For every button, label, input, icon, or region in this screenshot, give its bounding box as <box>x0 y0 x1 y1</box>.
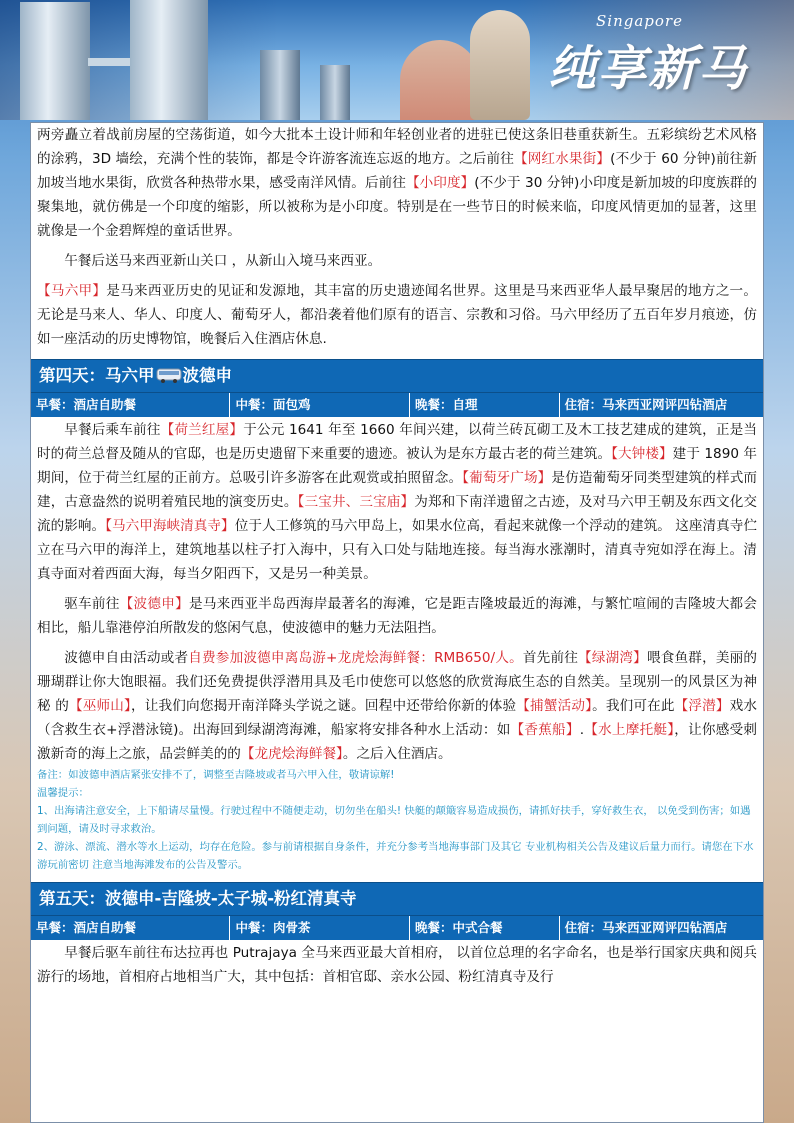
intro-paragraph <box>31 123 763 243</box>
day5-hotel: 住宿：马来西亚网评四钻酒店 <box>564 920 728 935</box>
highlight-text: 【捕蟹活动】 <box>516 698 593 714</box>
day4-title-bar <box>31 359 763 393</box>
body-text: 为郑和下南洋遗留之古迹，及对马六甲王朝及东西文化交流的影响。 <box>37 494 757 534</box>
highlight-text: 自费参加波德申离岛游+龙虎烩海鲜餐：RMB650/人。 <box>188 650 523 666</box>
tips-heading: 温馨提示： <box>37 787 89 799</box>
logo-title: 纯享新马 <box>548 41 749 97</box>
body-text: 建于 1890 年期间，位于荷兰红屋的正前方。总吸引许多游客在此观赏或拍照留念。 <box>37 446 757 486</box>
day4-notes <box>31 766 763 874</box>
bus-icon <box>156 367 182 383</box>
logo-script: Singapore <box>596 12 683 30</box>
hotel-note: 备注：如波德申酒店紧张安排不了，调整至吉隆坡或者马六甲入住，敬请谅解! <box>37 769 395 781</box>
day4-dinner: 晚餐：自理 <box>410 393 560 417</box>
body-text: 位于人工修筑的马六甲岛上，如果水位高，看起来就像一个浮动的建筑。 这座清真寺伫立在马六甲的海洋上，建筑地基以柱子打入海中，只有入口处与陆地连接。每当海水涨潮时，清真寺宛如浮在海上。清真寺面对着西面大海，每当夕阳西下，又是另一种美景。 <box>37 518 758 582</box>
travelers-illustration <box>400 40 480 120</box>
day5-lunch: 中餐：肉骨茶 <box>230 916 410 940</box>
body-text: . <box>579 722 585 738</box>
skybridge-illustration <box>88 58 132 66</box>
highlight-text: 【马六甲海峡清真寺】 <box>105 518 235 534</box>
highlight-text: 【三宝井、三宝庙】 <box>297 494 415 510</box>
building-illustration <box>320 65 350 120</box>
body-text: 是仿造葡萄牙同类型建筑的样式而建，古意盎然的说明着殖民地的演变历史。 <box>37 470 758 510</box>
tower-illustration <box>130 0 208 120</box>
day5-breakfast: 早餐：酒店自助餐 <box>31 916 230 940</box>
tower-illustration <box>20 2 90 120</box>
intro-border-paragraph: 午餐后送马来西亚新山关口 ，从新山入境马来西亚。 <box>64 253 382 269</box>
body-text: 。我们可在此 <box>592 698 675 714</box>
day5-title-bar: 第五天：波德申-吉隆坡-太子城-粉红清真寺 <box>31 882 763 916</box>
body-text: ，让你感受刺激新奇的海上之旅，品尝鲜美的的 <box>37 722 758 762</box>
body-text: 喂食鱼群，美丽的珊瑚群让你大饱眼福。我们还免费提供浮潜用具及毛巾使您可以悠悠的欣赏海底生态的自然美。呈现别一的风景区为神秘 的 <box>37 650 758 714</box>
highlight-text: 【马六甲】 <box>37 283 107 299</box>
body-text: (不少于 60 分钟)前往新加坡当地水果街，欣赏各种热带水果，感受南洋风情。后前往 <box>37 151 758 191</box>
day4-island-tour-paragraph <box>31 646 763 766</box>
highlight-text: 【水上摩托艇】 <box>584 722 675 738</box>
malacca-paragraph <box>31 279 763 351</box>
highlight-text: 【荷兰红屋】 <box>160 422 244 438</box>
highlight-text: 【香蕉船】 <box>510 722 580 738</box>
header-banner <box>0 0 794 120</box>
highlight-text: 【网红水果街】 <box>513 151 611 167</box>
highlight-text: 【波德申】 <box>119 596 189 612</box>
highlight-text: 【大钟楼】 <box>611 446 673 462</box>
body-text: 是马来西亚半岛西海岸最著名的海滩，它是距吉隆坡最近的海滩，与繁忙喧闹的吉隆坡大都会相比，船儿靠港停泊所散发的悠闲气息，使波德申的魅力无法阻挡。 <box>37 596 758 636</box>
itinerary-card <box>30 122 764 1123</box>
highlight-text: 【龙虎烩海鲜餐】 <box>240 746 343 762</box>
building-illustration <box>260 50 300 120</box>
body-text: 早餐后乘车前往 <box>64 422 161 438</box>
day4-title-part1: 第四天：马六甲 <box>39 366 155 385</box>
body-text: 波德申自由活动或者 <box>64 650 189 666</box>
body-text: ，让我们向您揭开南洋降头学说之谜。回程中还带给你新的体验 <box>131 698 517 714</box>
highlight-text: 【绿湖湾】 <box>578 650 647 666</box>
merlion-statue-illustration <box>470 10 530 120</box>
day4-meal-row <box>31 393 763 418</box>
highlight-text: 【浮潜】 <box>674 698 730 714</box>
body-text: 是马来西亚历史的见证和发源地，其丰富的历史遗迹闻名世界。这里是马来西亚华人最早聚居的地方之一。无论是马来人、华人、印度人、葡萄牙人，都沿袭着他们原有的语言、宗教和习俗。马六甲经历了五百年岁月痕迹，仿如一座活动的历史博物馆，晚餐后入住酒店休息. <box>37 283 758 347</box>
day5-dinner: 晚餐：中式合餐 <box>410 916 560 940</box>
safety-tip-2: 2、游泳、漂流、潜水等水上运动，均存在危险。参与前请根据自身条件，并充分参考当地海事部门及其它 专业机构相关公告及建议后量力而行。请您在下水游玩前密切 注意当地海滩发布的公告及警示。 <box>37 841 754 871</box>
body-text: 驱车前往 <box>64 596 120 612</box>
body-text: 首先前往 <box>522 650 579 666</box>
day4-port-dickson-paragraph <box>31 592 763 640</box>
day4-title-part2: 波德申 <box>182 366 232 385</box>
body-text: 。之后入住酒店。 <box>342 746 452 762</box>
day5-putrajaya-paragraph: 早餐后驱车前往布达拉再也 Putrajaya 全马来西亚最大首相府， 以首位总理的名字命名，也是举行国家庆典和阅兵游行的场地，首相府占地相当广大，其中包括：首相官邸、亲水公园、粉红清真寺及行 <box>37 945 757 985</box>
day4-lunch: 中餐：面包鸡 <box>230 393 410 417</box>
safety-tip-1: 1、出海请注意安全，上下船请尽量慢。行驶过程中不随便走动，切勿坐在船头! 快艇的颠簸容易造成损伤，请抓好扶手，穿好救生衣， 以免受到伤害；如遇到问题，请及时寻求救治。 <box>37 805 751 835</box>
highlight-text: 【葡萄牙广场】 <box>462 470 552 486</box>
body-text: 两旁矗立着战前房屋的空荡街道，如今大批本土设计师和年轻创业者的进驻已使这条旧巷重获新生。五彩缤纷艺术风格的涂鸦，3D 墙绘，充满个性的装饰，都是令许游客流连忘返的地方。之后前往 <box>37 127 757 167</box>
day4-malacca-sights-paragraph <box>31 418 763 586</box>
body-text: (不少于 30 分钟)小印度是新加坡的印度族群的聚集地，就仿佛是一个印度的缩影，所以被称为是小印度。特别是在一些节日的时候来临，印度风情更加的显著，这里就像是一个金碧辉煌的童话世界。 <box>37 175 758 239</box>
day4-hotel: 住宿：马来西亚网评四钻酒店 <box>564 397 728 412</box>
day5-meal-row <box>31 916 763 941</box>
body-text: 戏水（含救生衣+浮潜泳镜)。出海回到绿湖湾海滩，船家将安排各种水上活动：如 <box>37 698 758 738</box>
highlight-text: 【小印度】 <box>405 175 475 191</box>
body-text: 于公元 1641 年至 1660 年间兴建，以荷兰砖瓦砌工及木工技艺建成的建筑，正是当时的荷兰总督及随从的官邸，也是历史遗留下来重要的遗迹。被认为是东方最古老的荷兰建筑。 <box>37 422 757 462</box>
day4-breakfast: 早餐：酒店自助餐 <box>31 393 230 417</box>
highlight-text: 【巫师山】 <box>69 698 132 714</box>
